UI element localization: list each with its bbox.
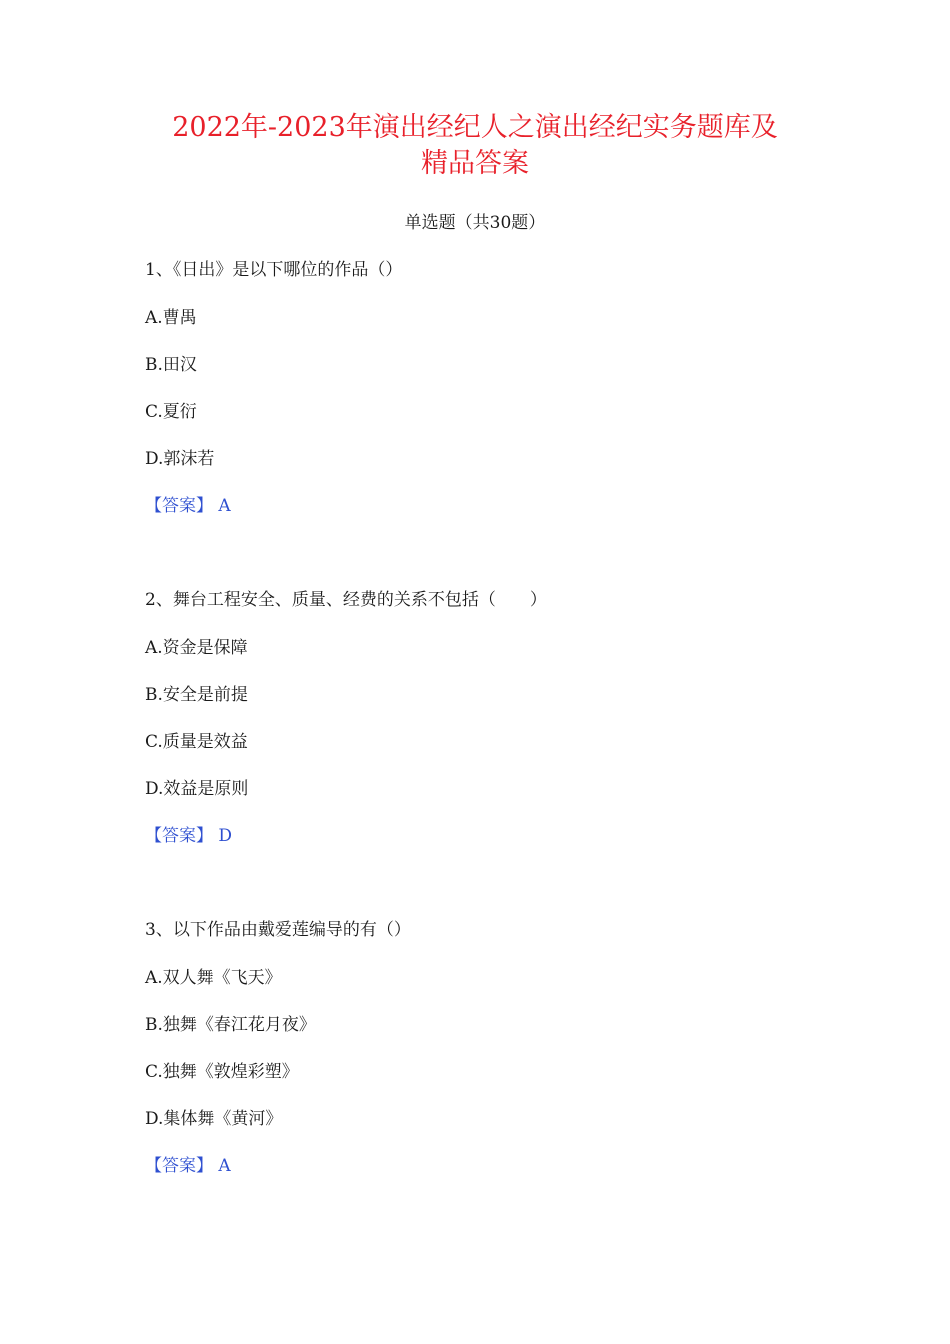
question-stem: 1、《日出》是以下哪位的作品（） xyxy=(145,260,403,280)
section-heading: 单选题（共30题） xyxy=(404,213,546,233)
answer-line xyxy=(145,494,231,518)
option-a: A.资金是保障 xyxy=(145,638,248,658)
question-stem: 2、舞台工程安全、质量、经费的关系不包括（ ） xyxy=(145,590,547,610)
answer-value: A xyxy=(218,1156,231,1176)
option-c: C.独舞《敦煌彩塑》 xyxy=(145,1062,299,1082)
option-d: D.郭沫若 xyxy=(145,449,215,469)
answer-label: 【答案】 xyxy=(145,1156,213,1176)
answer-label: 【答案】 xyxy=(145,496,213,516)
answer-line xyxy=(145,824,232,848)
answer-value: A xyxy=(218,496,231,516)
option-a: A.双人舞《飞天》 xyxy=(145,968,282,988)
option-b: B.田汉 xyxy=(145,355,197,375)
option-a: A.曹禺 xyxy=(145,308,197,328)
document-title-line-1: 2022年-2023年演出经纪人之演出经纪实务题库及 xyxy=(172,112,778,143)
option-b: B.独舞《春江花月夜》 xyxy=(145,1015,316,1035)
answer-line xyxy=(145,1154,231,1178)
question-stem: 3、以下作品由戴爱莲编导的有（） xyxy=(145,920,411,940)
answer-label: 【答案】 xyxy=(145,826,213,846)
option-d: D.效益是原则 xyxy=(145,779,249,799)
option-d: D.集体舞《黄河》 xyxy=(145,1109,283,1129)
answer-value: D xyxy=(218,826,233,846)
option-c: C.夏衍 xyxy=(145,402,197,422)
option-c: C.质量是效益 xyxy=(145,732,248,752)
document-title-line-2: 精品答案 xyxy=(421,148,529,179)
option-b: B.安全是前提 xyxy=(145,685,248,705)
